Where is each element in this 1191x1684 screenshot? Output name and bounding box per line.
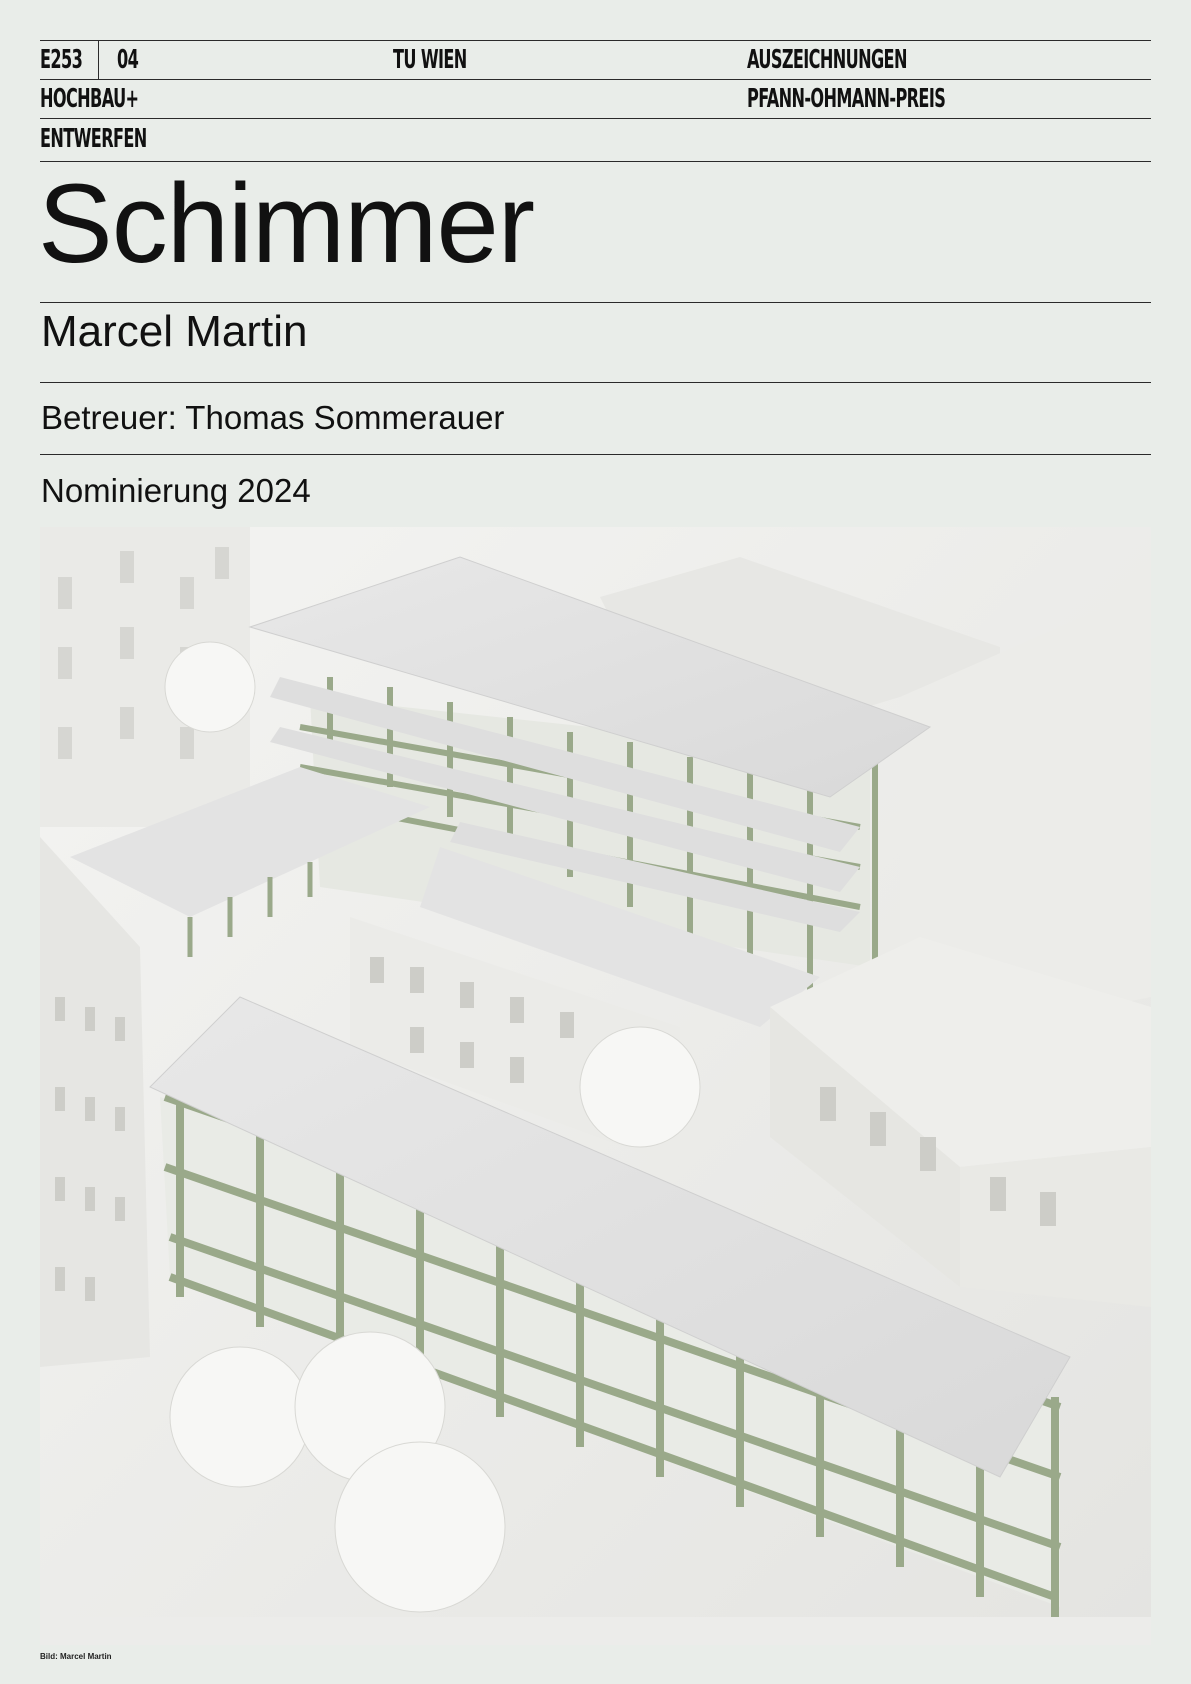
supervisor-line: Betreuer: Thomas Sommerauer (41, 399, 505, 436)
project-title: Schimmer (38, 161, 535, 286)
institute-line-2: ENTWERFEN (40, 124, 147, 154)
category-line-1: AUSZEICHNUNGEN (747, 45, 907, 75)
image-credit: Bild: Marcel Martin (40, 1652, 112, 1661)
author-rule (40, 382, 1151, 383)
architecture-model-illustration (40, 527, 1151, 1645)
author-name: Marcel Martin (41, 307, 308, 356)
category-line-2: PFANN-OHMANN-PREIS (747, 84, 946, 114)
course-number: 04 (117, 45, 139, 75)
model-photo (40, 527, 1151, 1645)
nomination-line: Nominierung 2024 (41, 472, 311, 509)
university-name: TU WIEN (393, 45, 467, 75)
header-divider (98, 40, 99, 79)
header-rule-3 (40, 118, 1151, 119)
course-code: E253 (40, 45, 83, 75)
supervisor-rule (40, 454, 1151, 455)
institute-line-1: HOCHBAU+ (40, 84, 139, 114)
header-top-rule (40, 40, 1151, 41)
header-rule-2 (40, 79, 1151, 80)
title-rule (40, 302, 1151, 303)
